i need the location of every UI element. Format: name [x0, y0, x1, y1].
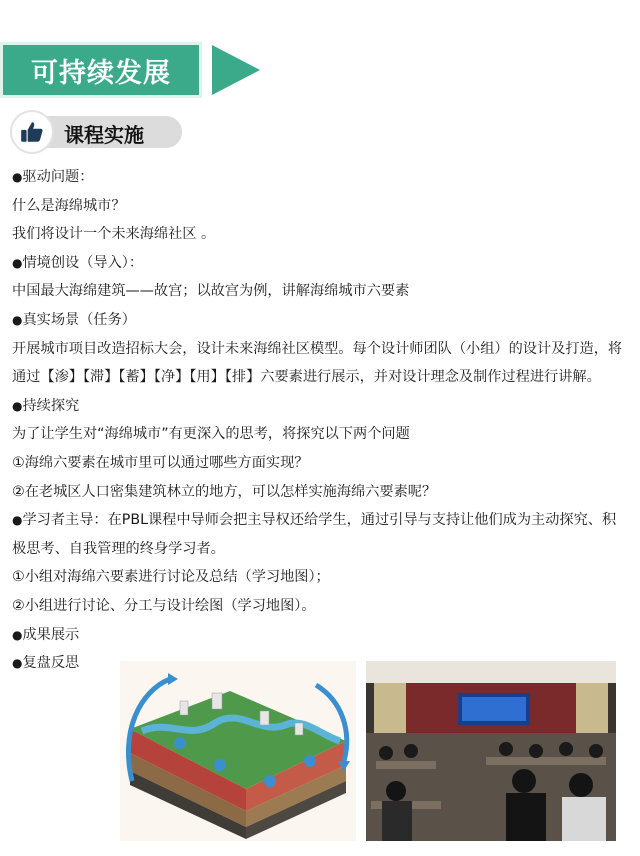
inquiry-question-1: ①海绵六要素在城市里可以通过哪些方面实现？	[12, 454, 309, 471]
title-banner	[0, 42, 262, 98]
title-banner-bar	[0, 42, 202, 98]
question-2: 我们将设计一个未来海绵社区 。	[12, 226, 216, 243]
scenario-text: 中国最大海绵建筑——故宫；以故宫为例，讲解海绵城市六要素	[12, 283, 410, 300]
banner-title: 可持续发展	[31, 57, 171, 89]
section-title: 课程实施	[64, 123, 144, 147]
sponge-city-diagram	[120, 661, 356, 841]
driving-question-heading: ● 驱动问题：	[12, 163, 624, 192]
inquiry-question-2: ②在老城区人口密集建筑林立的地方，可以怎样实施海绵六要素呢？	[12, 483, 437, 500]
classroom-photo	[366, 661, 616, 841]
section-header	[10, 110, 182, 154]
inquiry-intro: 为了让学生对“海绵城市”有更深入的思考，将探究以下两个问题	[12, 426, 410, 443]
showcase-heading: ● 成果展示	[12, 621, 624, 650]
course-content	[12, 163, 624, 678]
inquiry-heading: ● 持续探究	[12, 392, 624, 421]
banner-arrow	[212, 45, 260, 95]
group-task-1: ①小组对海绵六要素进行讨论及总结（学习地图）；	[12, 569, 330, 586]
review-heading: ● 复盘反思	[12, 649, 624, 678]
question-1: 什么是海绵城市？	[12, 197, 126, 214]
learner-text: ● 学习者主导：在PBL课程中导师会把主导权还给学生，通过引导与支持让他们成为主动探究、积极思考、自我管理的终身学习者。	[12, 506, 624, 563]
thumbs-up-icon	[10, 110, 54, 154]
group-task-2: ②小组进行讨论、分工与设计绘图（学习地图）。	[12, 597, 316, 614]
task-heading: ● 真实场景（任务）	[12, 306, 624, 335]
scenario-heading: ● 情境创设（导入）：	[12, 249, 624, 278]
task-text: 开展城市项目改造招标大会，设计未来海绵社区模型。每个设计师团队（小组）的设计及打造，将通过【渗】【滞】【蓄】【净】【用】【排】六要素进行展示，并对设计理念及制作过程进行讲解。	[12, 340, 623, 386]
